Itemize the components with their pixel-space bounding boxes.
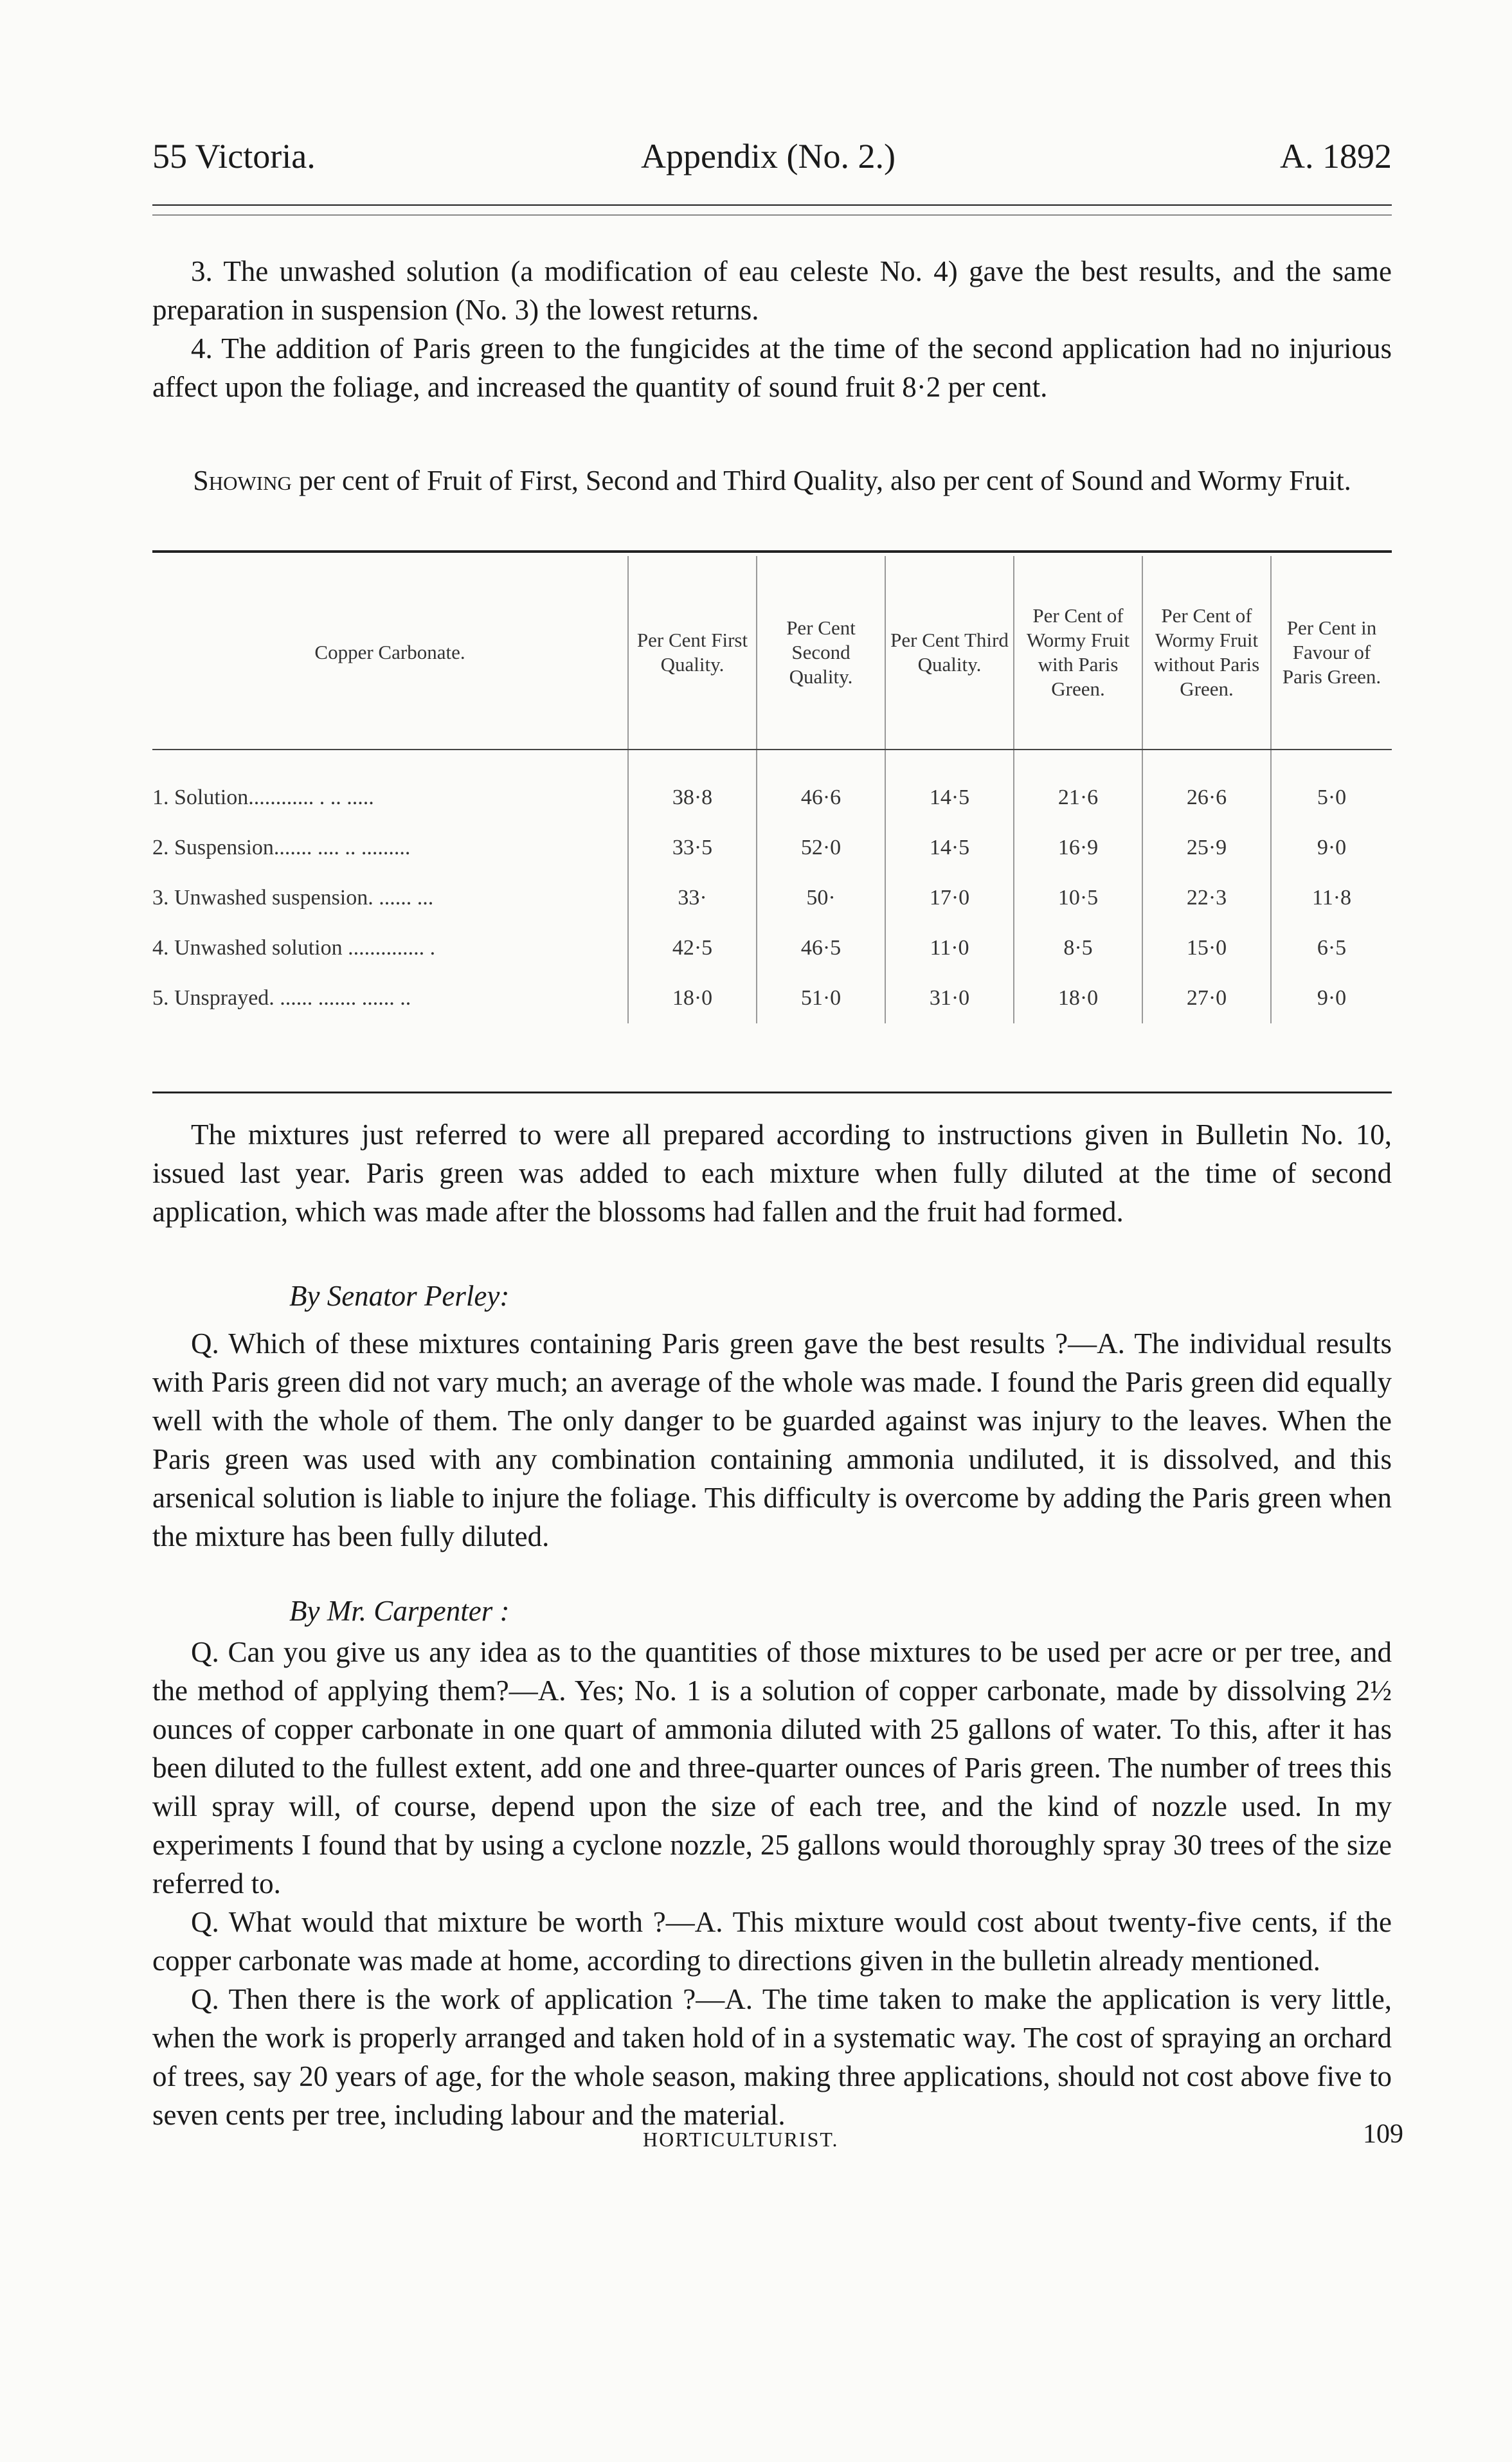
table-row	[152, 923, 1392, 973]
table-cell: 15·0	[1142, 923, 1271, 973]
row-label: 1. Solution............ . .. .....	[152, 786, 374, 809]
table-cell: 18·0	[628, 973, 757, 1023]
fruit-quality-table	[152, 556, 1392, 1023]
table-row	[152, 973, 1392, 1023]
table-rule-bottom	[152, 1092, 1392, 1093]
table-cell: 38·8	[628, 750, 757, 823]
table-cell: 18·0	[1014, 973, 1142, 1023]
table-cell: 33·	[628, 873, 757, 923]
table-cell: 22·3	[1142, 873, 1271, 923]
byline-senator-perley: By Senator Perley:	[289, 1280, 510, 1312]
qa-cost: Q. What would that mixture be worth ?—A. This mixture would cost about twenty-five cents, if the copper carbonate was made at home, according to directions given in the bulletin already mentioned.	[152, 1906, 1392, 1977]
table-cell: 27·0	[1142, 973, 1271, 1023]
table-cell: 11·0	[885, 923, 1014, 973]
table-row	[152, 823, 1392, 873]
qa-perley	[152, 1324, 1392, 1556]
table-cell: 25·9	[1142, 823, 1271, 873]
table-cell: 17·0	[885, 873, 1014, 923]
column-header: Per Cent Third Quality.	[885, 556, 1014, 750]
intro-paragraphs	[152, 252, 1392, 406]
table-cell: 11·8	[1271, 873, 1392, 923]
qa-quantities: Q. Can you give us any idea as to the quantities of those mixtures to be used per acre or per tree, and the method of applying them?—A. Yes; No. 1 is a solution of copper carbonate, made by dissolving 2½ ounces of copper carbonate in one quart of ammonia diluted with 25 gallons of water. To this, after it has been diluted to the fullest extent, add one and three-quarter ounces of Paris green. The number of trees this will spray will, of course, depend upon the size of each tree, and the kind of nozzle used. In my experiments I found that by using a cyclone nozzle, 25 gallons would thoroughly spray 30 trees of the size referred to.	[152, 1636, 1392, 1900]
table-rule-top	[152, 550, 1392, 553]
table-cell: 9·0	[1271, 823, 1392, 873]
mixtures-paragraph	[152, 1115, 1392, 1231]
table-cell: 42·5	[628, 923, 757, 973]
table-cell: 8·5	[1014, 923, 1142, 973]
table-cell: 6·5	[1271, 923, 1392, 973]
table-cell: 51·0	[757, 973, 885, 1023]
table-cell: 16·9	[1014, 823, 1142, 873]
column-header: Copper Carbonate.	[152, 556, 628, 750]
byline-mr-carpenter: By Mr. Carpenter :	[289, 1595, 510, 1627]
page-number: 109	[1363, 2119, 1403, 2149]
table-cell: 5·0	[1271, 750, 1392, 823]
table-cell: 26·6	[1142, 750, 1271, 823]
column-header: Per Cent of Wormy Fruit with Paris Green.	[1014, 556, 1142, 750]
table-cell: 9·0	[1271, 973, 1392, 1023]
qa-application: Q. Then there is the work of application ?—A. The time taken to make the application is very little, when the work is properly arranged and taken hold of in a systematic way. The cost of spraying an orchard of trees, say 20 years of age, for the whole season, making three applications, should not cost above five to seven cents per tree, including labour and the material.	[152, 1983, 1392, 2131]
page-header	[152, 136, 1392, 181]
table-row	[152, 750, 1392, 823]
header-rule-top	[152, 204, 1392, 206]
column-header: Per Cent Second Quality.	[757, 556, 885, 750]
table-cell: 31·0	[885, 973, 1014, 1023]
table-caption	[152, 463, 1392, 499]
table-cell: 46·6	[757, 750, 885, 823]
table-cell: 46·5	[757, 923, 885, 973]
header-year: A. 1892	[1280, 137, 1392, 175]
table-cell: 50·	[757, 873, 885, 923]
row-label: 5. Unsprayed. ...... ....... ...... ..	[152, 986, 411, 1010]
point-3: 3. The unwashed solution (a modification of eau celeste No. 4) gave the best results, and the same preparation in suspension (No. 3) the lowest returns.	[152, 255, 1392, 326]
table-cell: 52·0	[757, 823, 885, 873]
caption-text: per cent of Fruit of First, Second and Third Quality, also per cent of Sound and Wormy Fruit.	[298, 465, 1351, 496]
row-label: 2. Suspension....... .... .. .........	[152, 836, 411, 859]
table-cell: 14·5	[885, 823, 1014, 873]
column-header: Per Cent in Favour of Paris Green.	[1271, 556, 1392, 750]
column-header: Per Cent First Quality.	[628, 556, 757, 750]
table-cell: 14·5	[885, 750, 1014, 823]
caption-lead: Showing	[193, 465, 292, 496]
column-header: Per Cent of Wormy Fruit without Paris Green.	[1142, 556, 1271, 750]
mixtures-text: The mixtures just referred to were all prepared according to instructions given in Bulletin No. 10, issued last year. Paris green was added to each mixture when fully diluted at the time of second application, which was made after the blossoms had fallen and the fruit had formed.	[152, 1119, 1392, 1228]
table-header-row	[152, 556, 1392, 750]
table-cell: 10·5	[1014, 873, 1142, 923]
table-row	[152, 873, 1392, 923]
table-cell: 33·5	[628, 823, 757, 873]
qa-best-results: Q. Which of these mixtures containing Paris green gave the best results ?—A. The individual results with Paris green did not vary much; an average of the whole was made. I found the Paris green did equally well with the whole of them. The only danger to be guarded against was injury to the leaves. When the Paris green was used with any combination containing ammonia undiluted, it is dissolved, and this arsenical solution is liable to injure the foliage. This difficulty is overcome by adding the Paris green when the mixture has been fully diluted.	[152, 1327, 1392, 1552]
row-label: 3. Unwashed suspension. ...... ...	[152, 886, 434, 910]
footer-label: HORTICULTURIST.	[643, 2128, 839, 2151]
qa-carpenter	[152, 1633, 1392, 2134]
header-appendix: Appendix (No. 2.)	[641, 137, 896, 175]
header-session: 55 Victoria.	[152, 137, 316, 175]
table-cell: 21·6	[1014, 750, 1142, 823]
row-label: 4. Unwashed solution .............. .	[152, 936, 436, 960]
point-4: 4. The addition of Paris green to the fungicides at the time of the second application had no injurious affect upon the foliage, and increased the quantity of sound fruit 8·2 per cent.	[152, 332, 1392, 403]
